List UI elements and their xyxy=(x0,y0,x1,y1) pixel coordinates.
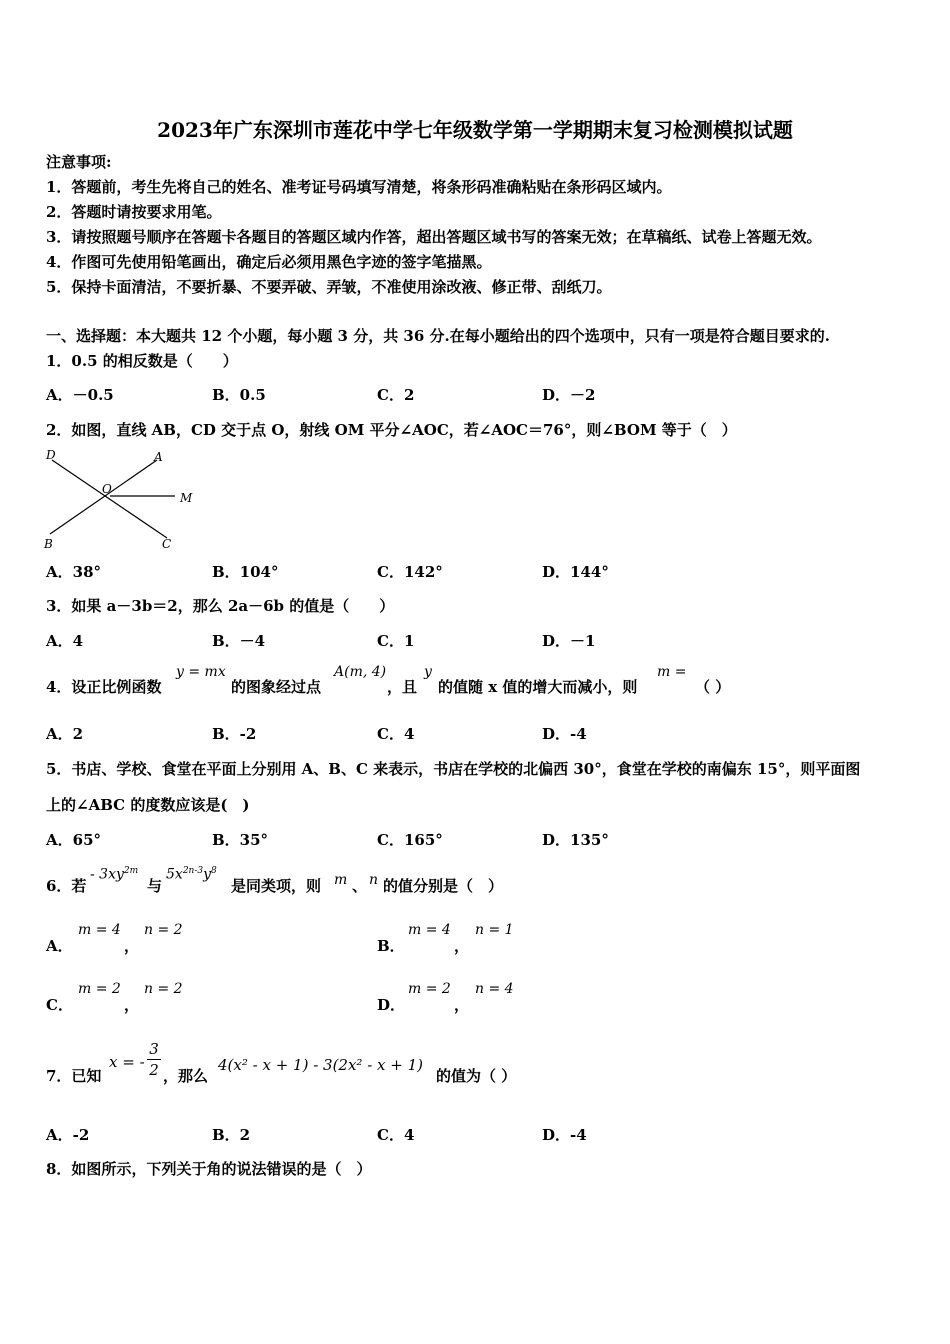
q4-text-3: ，且 xyxy=(387,678,418,696)
q7-option-d: D．-4 xyxy=(542,1126,587,1144)
q2-stem: 2．如图，直线 AB，CD 交于点 O，射线 OM 平分∠AOC，若∠AOC＝76°，则∠BOM 等于（ ） xyxy=(46,421,737,439)
q3-option-d: D．－1 xyxy=(542,632,596,650)
q7-x-equals: x = - xyxy=(109,1053,145,1071)
q3-option-b: B．－4 xyxy=(212,632,266,650)
q6-option-d-n: n = 4 xyxy=(475,981,514,997)
q7-expression: 4(x² - x + 1) - 3(2x² - x + 1) xyxy=(218,1056,424,1074)
q6-term-1 xyxy=(90,866,138,883)
label-d: D xyxy=(46,448,56,462)
q2-option-c: C．142° xyxy=(377,563,443,581)
q6-option-c-label: C． xyxy=(46,996,73,1014)
q3-option-a: A．4 xyxy=(46,632,84,650)
q4-option-d: D．-4 xyxy=(542,725,587,743)
q4-option-b: B．-2 xyxy=(212,725,257,743)
q5-stem-line-1: 5．书店、学校、食堂在平面上分别用 A、B、C 来表示，书店在学校的北偏西 30°，食堂在学校的南偏东 15°，则平面图 xyxy=(46,760,861,778)
q7-fraction-bar xyxy=(147,1059,161,1060)
q6-term-1-base: - 3xy xyxy=(90,866,124,883)
q7-fraction-denominator: 2 xyxy=(149,1061,159,1079)
q6-option-b-m: m = 4 xyxy=(408,922,451,938)
q7-text-1: 7．已知 xyxy=(46,1067,102,1085)
q4-formula-point: A(m, 4) xyxy=(334,664,387,680)
q6-term-2-y-exp: 8 xyxy=(211,866,217,876)
q7-fraction xyxy=(147,1040,161,1079)
label-c: C xyxy=(162,537,172,551)
notice-item-3: 3．请按照题号顺序在答题卡各题目的答题区域内作答，超出答题区域书写的答案无效；在草稿纸、试卷上答题无效。 xyxy=(46,228,822,246)
q1-stem: 1．0.5 的相反数是（ ） xyxy=(46,352,238,370)
line-dc xyxy=(52,460,167,538)
q6-option-d-m: m = 2 xyxy=(408,981,451,997)
q2-option-b: B．104° xyxy=(212,563,279,581)
q6-var-n: n xyxy=(369,872,379,888)
q6-text-4: 的值分别是（ ） xyxy=(383,877,504,895)
q6-option-b-comma: ， xyxy=(454,937,470,955)
q6-option-d-comma: ， xyxy=(454,996,470,1014)
q6-var-m: m xyxy=(334,872,348,888)
q6-text-2: 与 xyxy=(147,877,163,895)
q5-option-d: D．135° xyxy=(542,831,609,849)
notice-item-1: 1．答题前，考生先将自己的姓名、准考证号码填写清楚，将条形码准确粘贴在条形码区域内。 xyxy=(46,178,672,196)
q5-option-a: A．65° xyxy=(46,831,102,849)
q6-term-2-y: y xyxy=(203,866,212,883)
q4-option-a: A．2 xyxy=(46,725,84,743)
label-m: M xyxy=(180,491,193,505)
q7-fraction-numerator: 3 xyxy=(149,1040,159,1058)
q6-option-a-comma: ， xyxy=(124,937,140,955)
q6-option-a-label: A． xyxy=(46,937,73,955)
q6-option-b-label: B． xyxy=(377,937,405,955)
q6-separator: 、 xyxy=(352,877,368,895)
label-b: B xyxy=(44,537,53,551)
q3-option-c: C．1 xyxy=(377,632,415,650)
q6-option-a-n: n = 2 xyxy=(144,922,183,938)
notice-item-5: 5．保持卡面清洁，不要折暴、不要弄破、弄皱，不准使用涂改液、修正带、刮纸刀。 xyxy=(46,278,612,296)
q6-term-2 xyxy=(166,866,217,883)
q6-term-2-base: 5x xyxy=(166,866,183,883)
q6-term-1-exp: 2m xyxy=(123,866,139,876)
q4-text-2: 的图象经过点 xyxy=(231,678,322,696)
q6-term-2-exp: 2n-3 xyxy=(182,866,204,876)
q6-option-d-label: D． xyxy=(377,996,406,1014)
q4-text-4: 的值随 x 值的增大而减小，则 xyxy=(438,678,638,696)
q4-option-c: C．4 xyxy=(377,725,415,743)
q6-option-b-n: n = 1 xyxy=(475,922,514,938)
q8-stem: 8．如图所示，下列关于角的说法错误的是（ ） xyxy=(46,1160,372,1178)
q6-text-3: 是同类项，则 xyxy=(231,877,322,895)
q1-option-b: B．0.5 xyxy=(212,386,266,404)
q7-option-a: A．-2 xyxy=(46,1126,90,1144)
page-title: 2023年广东深圳市莲花中学七年级数学第一学期期末复习检测模拟试题 xyxy=(157,118,793,142)
q6-option-c-n: n = 2 xyxy=(144,981,183,997)
q6-option-c-comma: ， xyxy=(124,996,140,1014)
q7-text-3: 的值为（ ） xyxy=(436,1067,517,1085)
q5-option-b: B．35° xyxy=(212,831,269,849)
q4-formula-y-mx: y = mx xyxy=(176,664,226,680)
q7-text-2: ，那么 xyxy=(163,1067,209,1085)
q2-option-d: D．144° xyxy=(542,563,609,581)
q1-option-c: C．2 xyxy=(377,386,415,404)
q5-stem-line-2: 上的∠ABC 的度数应该是( ) xyxy=(46,796,250,814)
q6-text-1: 6．若 xyxy=(46,877,87,895)
label-o: O xyxy=(102,482,112,496)
q2-figure xyxy=(40,446,200,556)
q3-stem: 3．如果 a－3b＝2，那么 2a－6b 的值是（ ） xyxy=(46,597,395,615)
line-ab xyxy=(50,460,157,534)
notice-item-2: 2．答题时请按要求用笔。 xyxy=(46,203,222,221)
label-a: A xyxy=(154,450,163,464)
q4-text-5: （ ） xyxy=(695,678,731,696)
q4-formula-m: m = xyxy=(657,664,687,680)
q2-option-a: A．38° xyxy=(46,563,102,581)
q1-option-d: D．－2 xyxy=(542,386,596,404)
notice-item-4: 4．作图可先使用铅笔画出，确定后必须用黑色字迹的签字笔描黑。 xyxy=(46,253,492,271)
q4-formula-y: y xyxy=(424,664,432,680)
q4-text-1: 4．设正比例函数 xyxy=(46,678,162,696)
q5-option-c: C．165° xyxy=(377,831,443,849)
q7-option-c: C．4 xyxy=(377,1126,415,1144)
notice-heading: 注意事项: xyxy=(46,153,112,171)
q6-option-a-m: m = 4 xyxy=(78,922,121,938)
q7-option-b: B．2 xyxy=(212,1126,251,1144)
section-heading: 一、选择题：本大题共 12 个小题，每小题 3 分，共 36 分.在每小题给出的四个选项中，只有一项是符合题目要求的. xyxy=(46,327,830,345)
q6-option-c-m: m = 2 xyxy=(78,981,121,997)
q1-option-a: A．－0.5 xyxy=(46,386,114,404)
